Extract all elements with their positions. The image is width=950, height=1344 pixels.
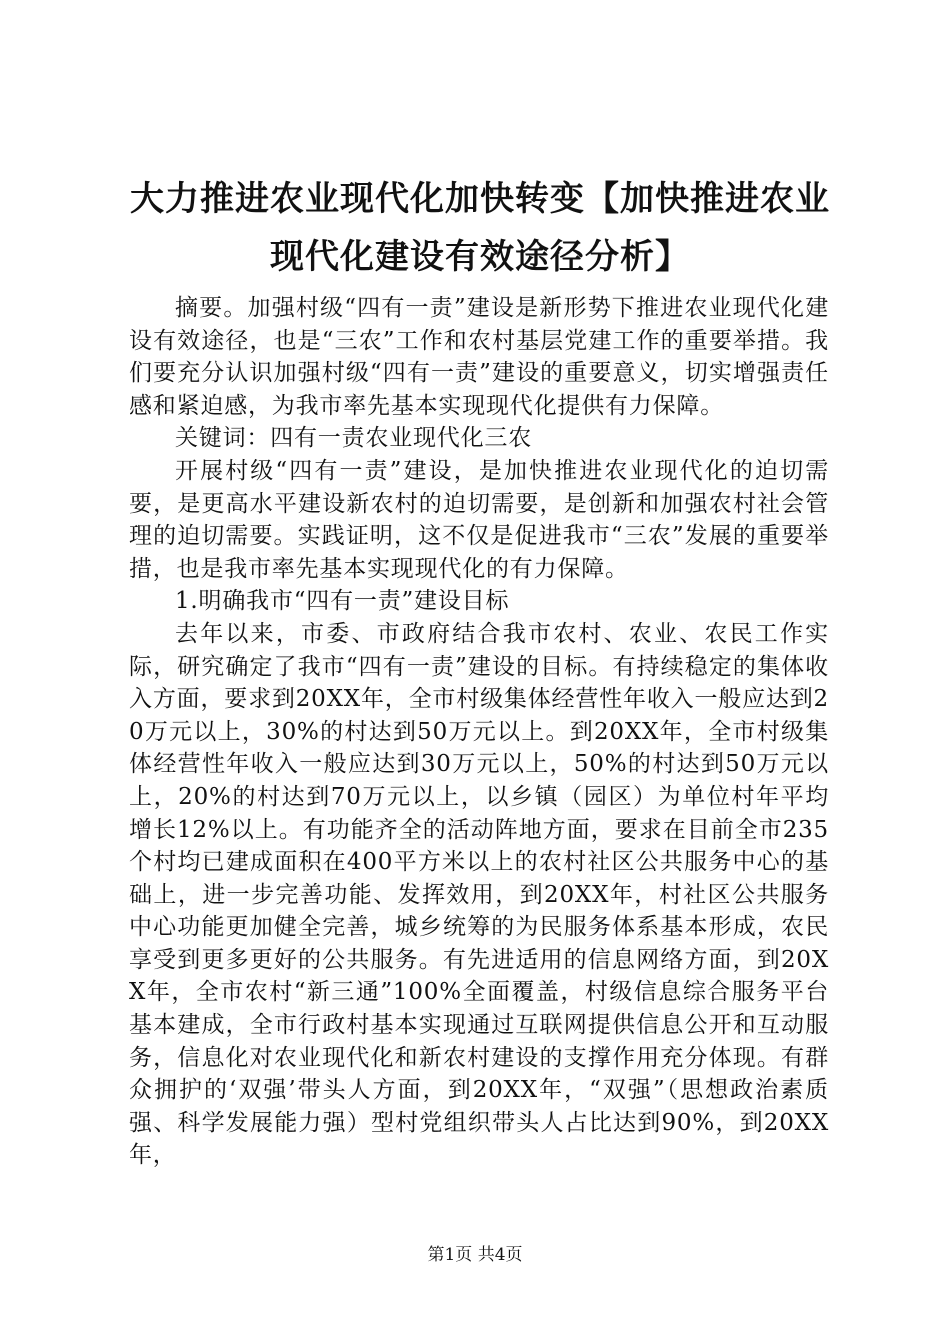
document-body [129, 292, 829, 1172]
intro-paragraph: 开展村级“四有一责”建设，是加快推进农业现代化的迫切需要，是更高水平建设新农村的迫切需要，是创新和加强农村社会管理的迫切需要。实践证明，这不仅是促进我市“三农”发展的重要举措，也是我市率先基本实现现代化的有力保障。 [129, 457, 829, 582]
page-footer: 第1页 共4页 [427, 1245, 523, 1265]
section-heading: 1.明确我市“四有一责”建设目标 [175, 588, 510, 615]
keywords-paragraph: 关键词：四有一责农业现代化三农 [175, 425, 532, 452]
abstract-paragraph: 摘要。加强村级“四有一责”建设是新形势下推进农业现代化建设有效途径，也是“三农”工作和农村基层党建工作的重要举措。我们要充分认识加强村级“四有一责”建设的重要意义，切实增强责任感和紧迫感，为我市率先基本实现现代化提供有力保障。 [129, 295, 829, 419]
document-title: 大力推进农业现代化加快转变【加快推进农业现代化建设有效途径分析】 [130, 179, 830, 277]
section-paragraph: 去年以来，市委、市政府结合我市农村、农业、农民工作实际，研究确定了我市“四有一责”建设的目标。有持续稳定的集体收入方面，要求到20XX年，全市村级集体经营性年收入一般应达到20万元以上，30%的村达到50万元以上。到20XX年，全市村级集体经营性年收入一般应达到30万元以上，50%的村达到50万元以上，20%的村达到70万元以上，以乡镇（园区）为单位村年平均增长12%以上。有功能齐全的活动阵地方面，要求在目前全市235个村均已建成面积在400平方米以上的农村社区公共服务中心的基础上，进一步完善功能、发挥效用，到20XX年，村社区公共服务中心功能更加健全完善，城乡统筹的为民服务体系基本形成，农民享受到更多更好的公共服务。有先进适用的信息网络方面，到20XX年，全市农村“新三通”100%全面覆盖，村级信息综合服务平台基本建成，全市行政村基本实现通过互联网提供信息公开和互动服务，信息化对农业现代化和新农村建设的支撑作用充分体现。有群众拥护的‘双强’带头人方面，到20XX年，“双强”（思想政治素质强、科学发展能力强）型村党组织带头人占比达到90%，到20XX年， [129, 620, 829, 1169]
